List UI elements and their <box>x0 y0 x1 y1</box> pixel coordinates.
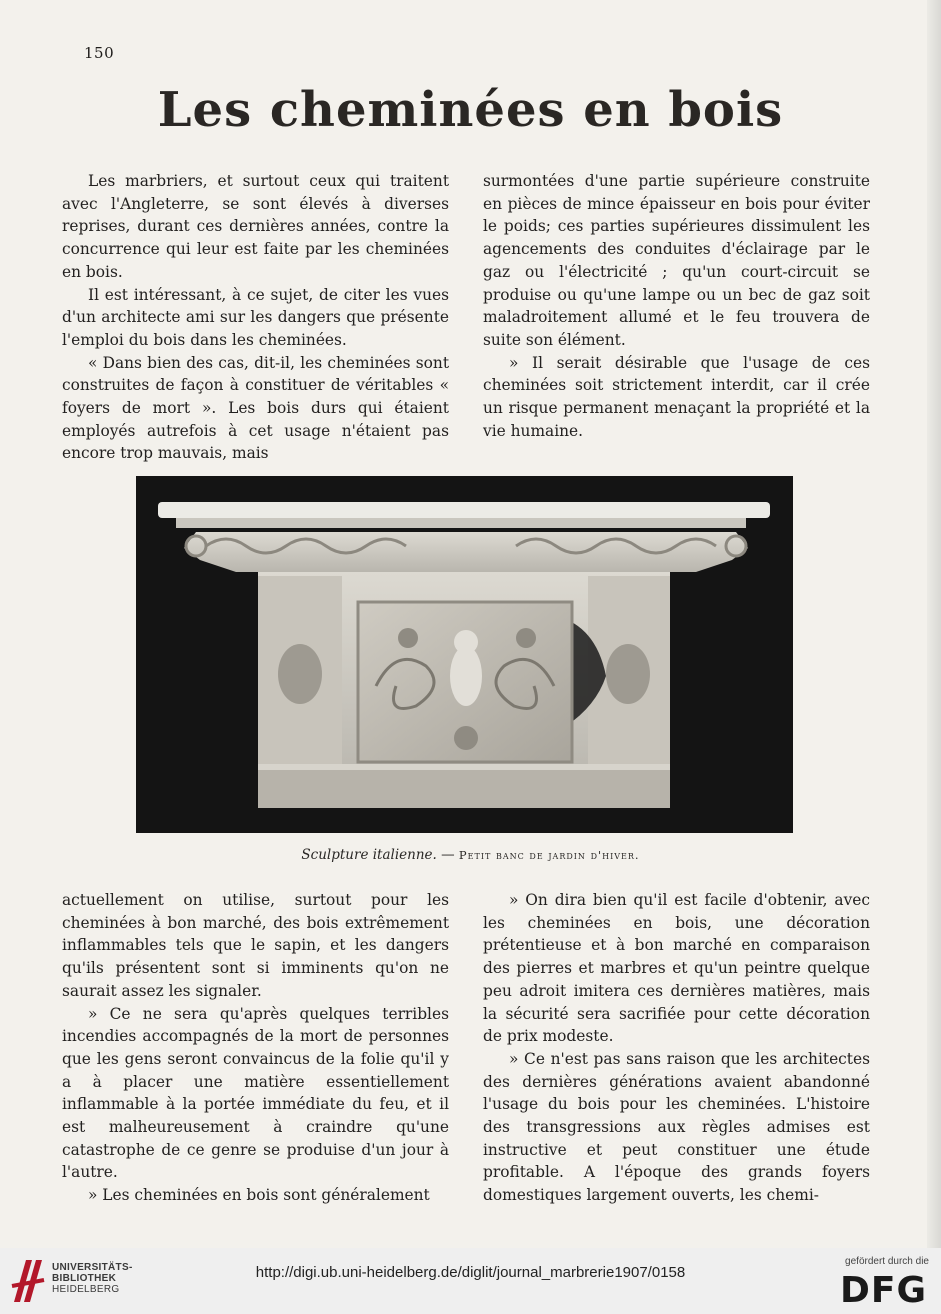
caption-separator: — <box>436 847 459 863</box>
paragraph: » Il serait désirable que l'usage de ces cheminées soit strictement interdit, car il crée un risque permanent menaçant la propriété et la vie humaine. <box>483 353 870 440</box>
library-name-line: UNIVERSITÄTS- <box>52 1262 133 1273</box>
carved-bench-image <box>136 476 793 833</box>
permalink[interactable]: http://digi.ub.uni-heidelberg.de/diglit/journal_marbrerie1907/0158 <box>255 1264 686 1281</box>
paragraph: » Ce n'est pas sans raison que les architectes des dernières générations avaient abandonné l'usage du bois pour les cheminées. L'histoire des transgressions aux règles admises est instructive et peut constituer une étude profitable. A l'époque des grands foyers domestiques largement ouverts, les chemi- <box>483 1049 870 1205</box>
paragraph: Il est intéressant, à ce sujet, de citer les vues d'un architecte ami sur les dangers que présente l'emploi du bois dans les cheminées. <box>62 285 449 349</box>
paragraph: actuellement on utilise, surtout pour les cheminées à bon marché, des bois extrêmement inflammables tels que le sapin, et les dangers qu'ils présentent sont si imminents qu'on ne saurait assez les signaler. <box>62 891 449 1000</box>
paragraph: « Dans bien des cas, dit-il, les cheminées sont construites de façon à constituer de véritables « foyers de mort ». Les bois durs qui étaient employés autrefois à cet usage n'étaient pas encore trop mauvais, mais <box>62 353 449 463</box>
article-title: Les cheminées en bois <box>157 82 784 138</box>
paragraph: » On dira bien qu'il est facile d'obtenir, avec les cheminées en bois, une décoration prétentieuse et à bon marché en comparaison des pierres et marbres et qu'un peintre quelque peu adroit imitera ces dernières matières, mais la sécurité sera sacrifiée pour cette décoration de prix modeste. <box>483 891 870 1046</box>
page-number: 150 <box>84 44 115 62</box>
caption-title: Sculpture italienne. <box>301 847 437 863</box>
column-top-right <box>483 170 870 442</box>
paragraph: surmontées d'une partie supérieure construite en pièces de mince épaisseur en bois pour éviter le poids; ces parties supérieures dissimulent les agencements des conduites d'éclairage par le gaz ou l'électricité ; qu'un court-circuit se produise ou qu'une lampe ou un bec de gaz soit maladroitement allumé et le feu trouvera de suite son élément. <box>483 172 870 349</box>
figure-caption <box>0 847 941 863</box>
column-bottom-left <box>62 889 449 1207</box>
library-name-line: BIBLIOTHEK <box>52 1273 117 1284</box>
caption-subject: Petit banc de jardin d'hiver. <box>458 848 640 862</box>
bench-photograph <box>136 476 793 833</box>
paragraph: » Ce ne sera qu'après quelques terribles incendies accompagnés de la mort de personnes que les gens seront convaincus de la folie qu'il y a à placer une matière essentiellement inflammable à la portée immédiate du feu, et il est malheureusement à craindre qu'une catastrophe de ce genre se produise d'un jour à l'autre. <box>62 1004 449 1182</box>
column-bottom-right <box>483 889 870 1207</box>
column-top-left <box>62 170 449 465</box>
paragraph: Les marbriers, et surtout ceux qui traitent avec l'Angleterre, se sont élevés à diverses reprises, durant ces dernières années, contre la concurrence qui leur est faite par les cheminées en bois. <box>62 172 449 281</box>
paragraph: » Les cheminées en bois sont généralement <box>88 1186 430 1205</box>
library-name-line: HEIDELBERG <box>52 1284 120 1295</box>
digitization-footer <box>0 1248 941 1314</box>
funding-note: gefördert durch die <box>845 1256 929 1267</box>
dfg-logo: DFG <box>839 1270 927 1311</box>
